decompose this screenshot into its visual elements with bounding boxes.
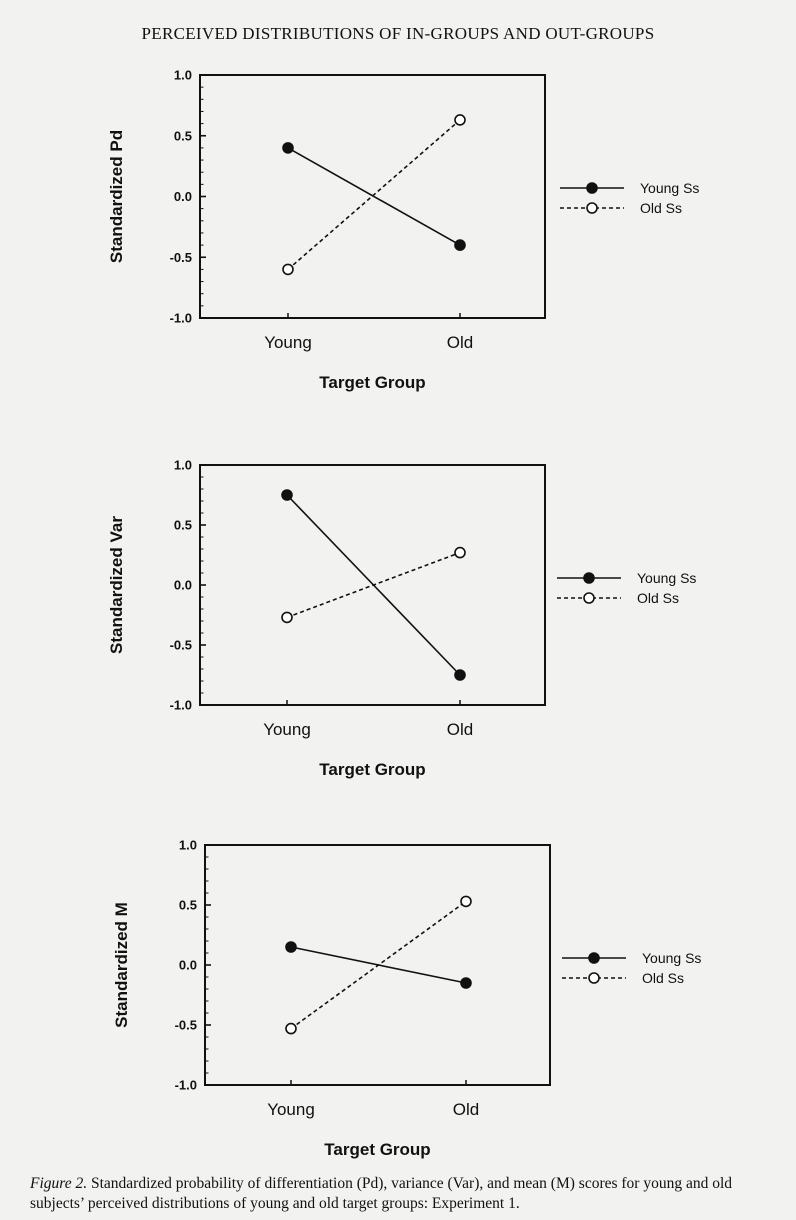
legend-marker	[589, 953, 599, 963]
y-axis-title: Standardized Var	[107, 516, 126, 654]
legend-marker	[587, 183, 597, 193]
y-tick-label: 1.0	[173, 457, 192, 473]
y-tick-label: 1.0	[173, 67, 192, 83]
data-point-old-ss	[455, 548, 465, 558]
legend-marker	[587, 203, 597, 213]
figure-caption	[30, 1174, 780, 1214]
x-axis-title: Target Group	[319, 760, 426, 779]
y-tick-label: 0.5	[173, 128, 192, 144]
legend-label: Young Ss	[640, 180, 700, 196]
x-axis-title: Target Group	[324, 1140, 431, 1159]
legend-marker	[584, 573, 594, 583]
data-point-young-ss	[283, 143, 293, 153]
x-tick-label: Young	[263, 720, 311, 739]
x-tick-label: Young	[264, 333, 312, 352]
y-tick-label: 0.0	[173, 577, 192, 593]
legend-label: Old Ss	[637, 590, 680, 606]
series-line-old-ss	[288, 120, 460, 269]
chart-var	[0, 430, 796, 790]
x-tick-label: Old	[446, 720, 474, 739]
y-tick-label: 1.0	[178, 837, 197, 853]
series-line-old-ss	[287, 553, 460, 618]
legend-label: Young Ss	[642, 950, 702, 966]
data-point-young-ss	[286, 942, 296, 952]
y-tick-label: 0.5	[178, 897, 197, 913]
y-tick-label: -0.5	[174, 1017, 197, 1033]
figure-caption-text: Standardized probability of differentiation (Pd), variance (Var), and mean (M) scores for young and old subjects’ perceived distributions of young and old target groups: Experiment 1.	[30, 1175, 733, 1212]
legend-marker	[589, 973, 599, 983]
figure-label: Figure 2.	[30, 1175, 88, 1192]
data-point-young-ss	[455, 240, 465, 250]
series-line-old-ss	[291, 901, 466, 1028]
data-point-old-ss	[282, 612, 292, 622]
legend-label: Old Ss	[640, 200, 683, 216]
data-point-young-ss	[282, 490, 292, 500]
x-tick-label: Young	[267, 1100, 315, 1119]
legend-marker	[584, 593, 594, 603]
data-point-old-ss	[455, 115, 465, 125]
x-axis-title: Target Group	[319, 373, 426, 392]
legend-label: Young Ss	[637, 570, 697, 586]
y-tick-label: 0.0	[178, 957, 197, 973]
x-tick-label: Old	[446, 333, 474, 352]
x-tick-label: Old	[452, 1100, 480, 1119]
running-header: PERCEIVED DISTRIBUTIONS OF IN-GROUPS AND OUT-GROUPS	[141, 24, 655, 43]
y-tick-label: -0.5	[169, 249, 192, 265]
y-tick-label: -1.0	[174, 1077, 197, 1093]
y-axis-title: Standardized Pd	[107, 129, 126, 264]
data-point-old-ss	[283, 264, 293, 274]
y-tick-label: -1.0	[169, 697, 192, 713]
chart-pd	[0, 40, 796, 400]
y-tick-label: 0.5	[173, 517, 192, 533]
y-tick-label: -0.5	[169, 637, 192, 653]
series-line-young-ss	[288, 148, 460, 245]
y-tick-label: 0.0	[173, 189, 192, 204]
data-point-young-ss	[461, 978, 471, 988]
data-point-young-ss	[455, 670, 465, 680]
data-point-old-ss	[286, 1024, 296, 1034]
chart-mean	[0, 810, 796, 1170]
y-tick-label: -1.0	[169, 310, 192, 326]
y-axis-title: Standardized M	[112, 902, 131, 1028]
legend-label: Old Ss	[642, 970, 685, 986]
data-point-old-ss	[461, 896, 471, 906]
